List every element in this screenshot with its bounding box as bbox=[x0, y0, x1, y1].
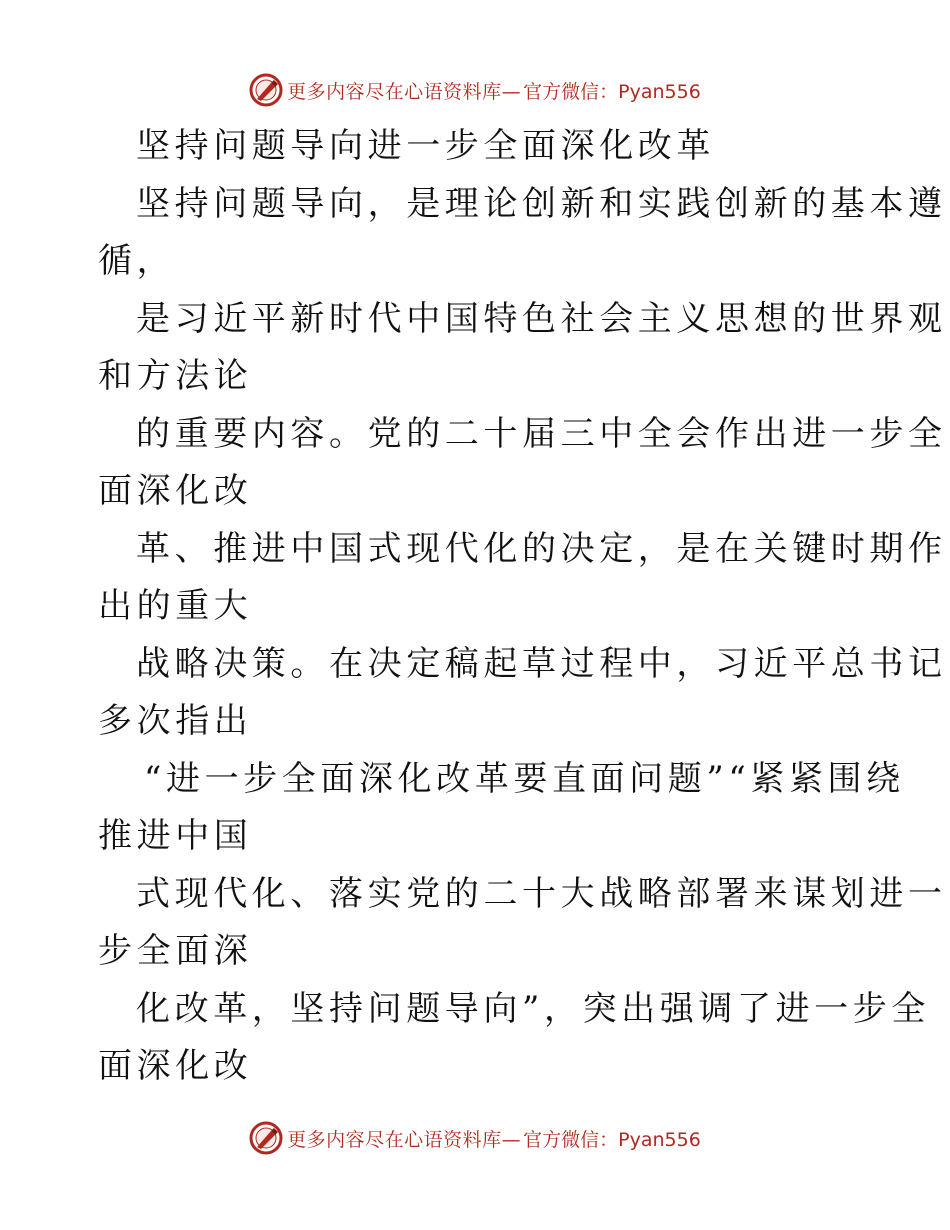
text-line: 面深化改 bbox=[98, 471, 253, 511]
text-line: 循， bbox=[98, 241, 176, 281]
text-line: 革、推进中国式现代化的决定，是在关键时期作 bbox=[136, 528, 947, 569]
text-line: “进一步全面深化改革要直面问题”“紧紧围绕 bbox=[144, 758, 905, 799]
text-line: 出的重大 bbox=[98, 586, 253, 626]
header-watermark bbox=[0, 70, 950, 110]
banner-text: 更多内容尽在心语资料库— bbox=[287, 80, 522, 103]
text-line: 和方法论 bbox=[98, 356, 253, 396]
text-line: 式现代化、落实党的二十大战略部署来谋划进一 bbox=[136, 873, 947, 914]
text-line: 的重要内容。党的二十届三中全会作出进一步全 bbox=[136, 413, 947, 454]
pen-logo-icon bbox=[249, 73, 283, 107]
text-line: 坚持问题导向，是理论创新和实践创新的基本遵 bbox=[136, 183, 947, 224]
pen-logo-icon bbox=[249, 1121, 283, 1155]
text-line: 是习近平新时代中国特色社会主义思想的世界观 bbox=[136, 298, 947, 339]
banner-contact: 官方微信：Pyan556 bbox=[523, 1128, 701, 1151]
footer-watermark bbox=[0, 1118, 950, 1158]
text-line: 步全面深 bbox=[98, 931, 253, 971]
text-line: 多次指出 bbox=[98, 701, 253, 741]
document-body bbox=[98, 118, 947, 1096]
text-line: 面深化改 bbox=[98, 1046, 253, 1086]
text-line: 化改革，坚持问题导向”，突出强调了进一步全 bbox=[136, 988, 930, 1029]
document-title: 坚持问题导向进一步全面深化改革 bbox=[136, 126, 715, 166]
text-line: 战略决策。在决定稿起草过程中，习近平总书记 bbox=[136, 643, 947, 684]
banner-contact: 官方微信：Pyan556 bbox=[523, 80, 701, 103]
banner-text: 更多内容尽在心语资料库— bbox=[287, 1128, 522, 1151]
text-line: 推进中国 bbox=[98, 816, 253, 856]
